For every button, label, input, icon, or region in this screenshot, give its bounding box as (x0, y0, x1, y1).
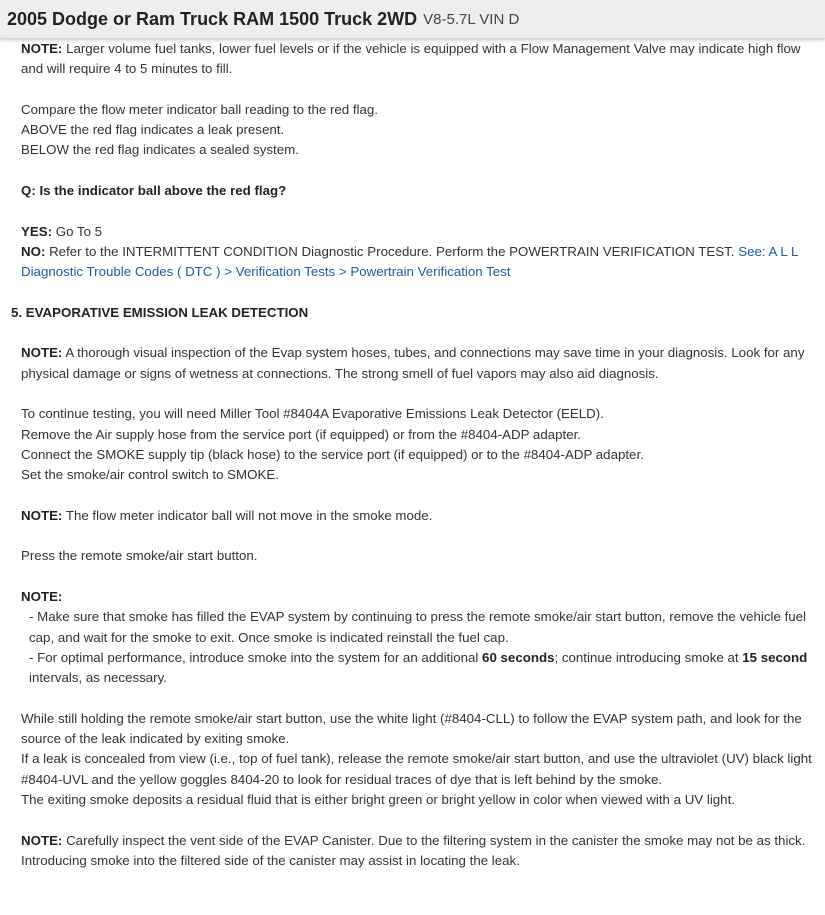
note-heading (7, 587, 818, 607)
note-paragraph (7, 343, 818, 384)
compare-line-2: ABOVE the red flag indicates a leak present. (21, 122, 285, 138)
note-bullet-2 (7, 648, 818, 689)
compare-line-3: BELOW the red flag indicates a sealed system. (21, 142, 299, 158)
no-text: Refer to the INTERMITTENT CONDITION Diagnostic Procedure. Perform the POWERTRAIN VERIFICATION TEST. (45, 243, 739, 259)
note-text: A thorough visual inspection of the Evap system hoses, tubes, and connections may save time in your diagnosis. Look for any physical damage or signs of wetness at connections. The strong smell of fuel vapors may also aid diagnosis. (21, 345, 805, 381)
note-bullet-1: - Make sure that smoke has filled the EVAP system by continuing to press the remote smoke/air start button, remove the vehicle fuel cap, and wait for the smoke to exit. Once smoke is indicated reinstall the fuel cap. (29, 609, 807, 645)
no-answer (7, 242, 818, 283)
engine-label: V8-5.7L VIN D (423, 10, 520, 28)
question-bold: Q: Is the indicator ball above the red flag? (21, 183, 287, 199)
yes-answer (7, 222, 818, 242)
compare-line-1: Compare the flow meter indicator ball reading to the red flag. (21, 101, 378, 117)
note-paragraph (7, 39, 818, 80)
step-line-2: Remove the Air supply hose from the service port (if equipped) or from the #8404-ADP adapter. (21, 426, 581, 442)
no-label: NO: (21, 243, 46, 259)
instruction-paragraph-3: The exiting smoke deposits a residual fluid that is either bright green or bright yellow in color when viewed with a UV light. (21, 791, 735, 807)
powertrain-verification-link[interactable]: See: A L L Diagnostic Trouble Codes ( DTC ) > Verification Tests > Powertrain Verification Test (21, 243, 798, 280)
note-text: Larger volume fuel tanks, lower fuel levels or if the vehicle is equipped with a Flow Management Valve may indicate high flow and will require 4 to 5 minutes to fill. (21, 41, 801, 77)
note-text: The flow meter indicator ball will not move in the smoke mode. (62, 507, 433, 523)
yes-text: Go To 5 (52, 223, 103, 239)
step-line-4: Set the smoke/air control switch to SMOKE. (21, 467, 279, 483)
note-label: NOTE: (21, 41, 63, 56)
section-title: 5. EVAPORATIVE EMISSION LEAK DETECTION (11, 304, 309, 320)
page-header (0, 0, 825, 39)
bullet-text: - For optimal performance, introduce smoke into the system for an additional (29, 649, 483, 665)
bullet-bold: 15 second (742, 649, 808, 665)
note-paragraph (7, 506, 818, 526)
note-label: NOTE: (21, 507, 63, 523)
note-label: NOTE: (21, 589, 63, 605)
step-line-3: Connect the SMOKE supply tip (black hose) to the service port (if equipped) or to the #8404-ADP adapter. (21, 446, 644, 462)
bullet-text: intervals, as necessary. (29, 670, 167, 686)
bullet-bold: 60 seconds (482, 649, 555, 665)
instruction-paragraph-1: While still holding the remote smoke/air start button, use the white light (#8404-CLL) to follow the EVAP system path, and look for the source of the leak indicated by exiting smoke. (21, 710, 802, 747)
question-text (7, 181, 818, 201)
step-line-1: To continue testing, you will need Miller Tool #8404A Evaporative Emissions Leak Detector (EELD). (21, 406, 604, 422)
yes-label: YES: (21, 223, 53, 239)
note-label: NOTE: (21, 345, 63, 361)
note-text: Carefully inspect the vent side of the EVAP Canister. Due to the filtering system in the canister the smoke may not be as thick. Introducing smoke into the filtered side of the canister may assist in locating the leak. (21, 832, 806, 868)
vehicle-title: 2005 Dodge or Ram Truck RAM 1500 Truck 2WD (7, 8, 418, 29)
bullet-text: ; continue introducing smoke at (554, 649, 743, 665)
press-instruction: Press the remote smoke/air start button. (21, 548, 258, 564)
procedure-content (0, 39, 825, 871)
note-label: NOTE: (21, 832, 63, 848)
instruction-paragraph-2: If a leak is concealed from view (i.e., top of fuel tank), release the remote smoke/air start button, and use the ultraviolet (UV) black light #8404-UVL and the yellow goggles 8404-20 to look for residual traces of dye that is left behind by the smoke. (21, 751, 812, 787)
note-paragraph (7, 831, 818, 872)
